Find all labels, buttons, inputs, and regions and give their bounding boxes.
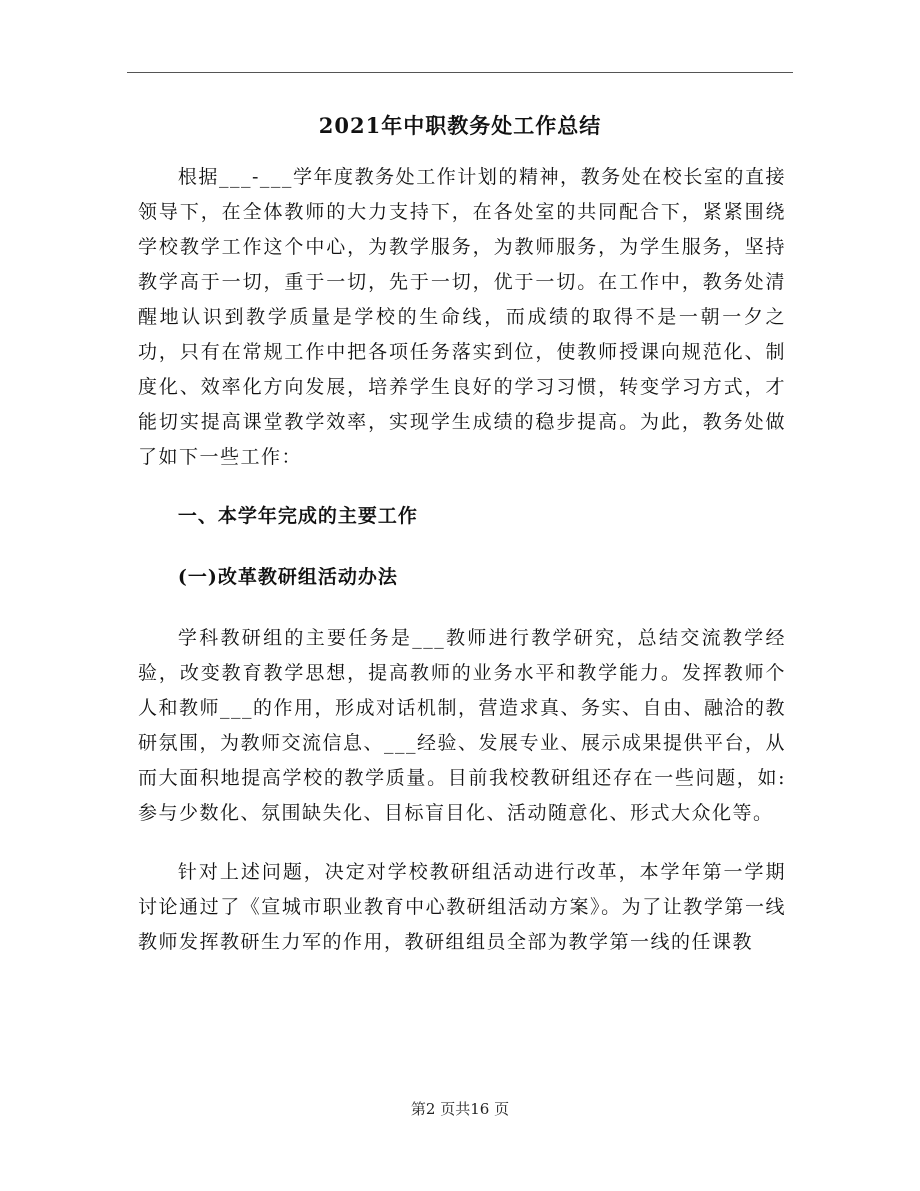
section-heading: 一、本学年完成的主要工作 <box>177 505 418 527</box>
subsection-heading: (一)改革教研组活动办法 <box>177 566 398 588</box>
document-title: 2021年中职教务处工作总结 <box>318 113 602 138</box>
page-number: 第2 页共16 页 <box>410 1100 510 1118</box>
paragraph-teaching-research: 学科教研组的主要任务是___教师进行教学研究，总结交流教学经验，改变教育教学思想，提高教师的业务水平和教学能力。发挥教师个人和教师___的作用，形成对话机制，营造求真、务实、自由、融洽的教研氛围，为教师交流信息、___经验、发展专业、展示成果提供平台，从而大面积地提高学校的教学质量。目前我校教研组还存在一些问题，如:参与少数化、氛围缺失化、目标盲目化、活动随意化、形式大众化等。 <box>138 627 787 824</box>
paragraph-intro: 根据___-___学年度教务处工作计划的精神，教务处在校长室的直接领导下，在全体教师的大力支持下，在各处室的共同配合下，紧紧围绕学校教学工作这个中心，为教学服务，为教师服务，为学生服务，坚持教学高于一切，重于一切，先于一切，优于一切。在工作中，教务处清醒地认识到教学质量是学校的生命线，而成绩的取得不是一朝一夕之功，只有在常规工作中把各项任务落实到位，使教师授课向规范化、制度化、效率化方向发展，培养学生良好的学习习惯，转变学习方式，才能切实提高课堂教学效率，实现学生成绩的稳步提高。为此，教务处做了如下一些工作： <box>138 166 786 468</box>
header-rule <box>127 72 793 73</box>
document-body <box>138 160 786 984</box>
paragraph-reform: 针对上述问题，决定对学校教研组活动进行改革，本学年第一学期讨论通过了《宣城市职业教育中心教研组活动方案》。为了让教学第一线教师发挥教研生力军的作用，教研组组员全部为教学第一线的任课教 <box>138 861 786 953</box>
